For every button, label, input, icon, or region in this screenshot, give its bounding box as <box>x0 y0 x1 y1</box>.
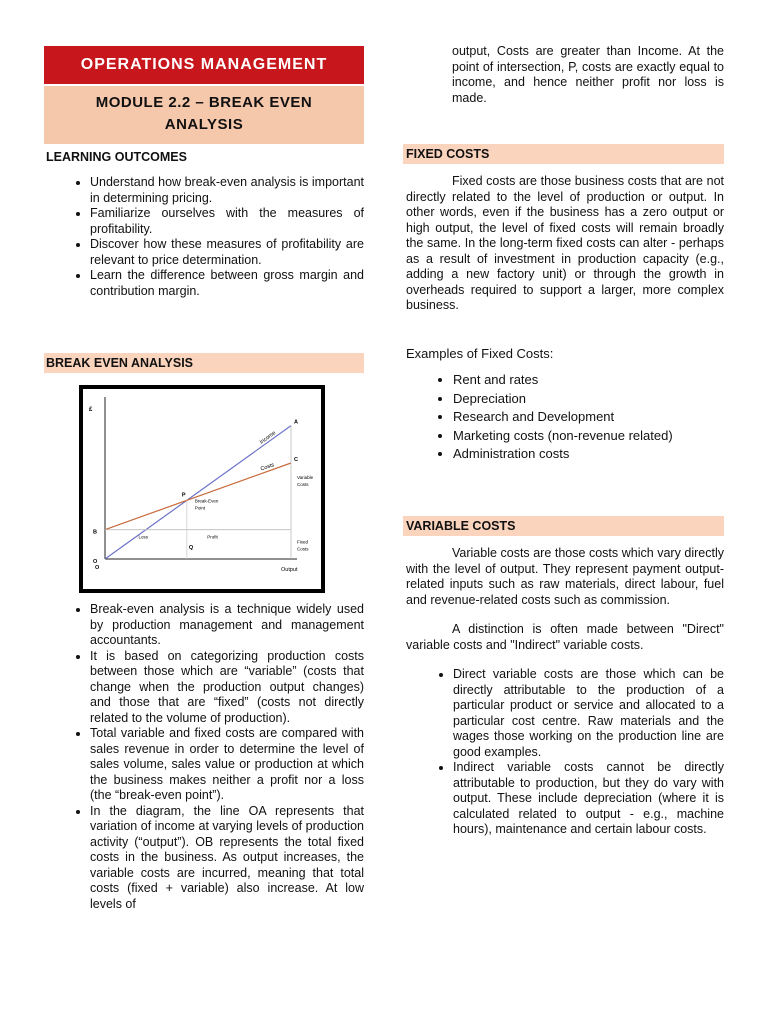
chart-svg <box>83 389 321 581</box>
series-name-label: Income <box>258 430 278 446</box>
fixed-costs-examples-list <box>403 371 724 464</box>
annotation-fixed-costs: Costs <box>297 546 309 552</box>
fixed-costs-heading: FIXED COSTS <box>403 144 724 164</box>
fixed-costs-section <box>403 144 724 464</box>
list-item: • Break-even analysis is a technique widely used by production management and management accountants. <box>90 602 364 649</box>
annotation-variable: Variable <box>297 475 314 480</box>
annotation-fixed: Fixed <box>297 539 309 545</box>
annotation-break-even: Break-Even <box>194 498 219 504</box>
point-label-p: P <box>181 492 186 499</box>
module-title-line2: ANALYSIS <box>164 116 244 133</box>
series-end-label: C <box>294 457 298 463</box>
list-item: • Direct variable costs are those which can be directly attributable to the production of a particular product or service and allocated to a particular cost centre. Raw materials and the wages those working on the production line are good examples. <box>453 667 724 760</box>
right-column <box>406 44 724 106</box>
document-title: OPERATIONS MANAGEMENT <box>44 46 364 84</box>
learning-outcomes-heading: LEARNING OUTCOMES <box>46 150 187 164</box>
fixed-costs-paragraph: Fixed costs are those business costs that are not directly related to the level of production or output. In other words, even if the business has a zero output or high output, the level of fixed costs will remain broadly the same. In the long-term fixed costs can alter - perhaps as a result of investment in production capacity (e.g., adding a new factory unit) or through the growth in overheads required to support a larger, more complex business. <box>406 174 724 312</box>
variable-costs-section <box>403 516 724 838</box>
break-even-chart <box>79 385 325 593</box>
annotation-point: Point <box>194 505 206 511</box>
origin-label: O <box>95 565 100 571</box>
list-item: • Research and Development <box>453 408 724 427</box>
variable-costs-distinction: A distinction is often made between "Direct" variable costs and "Indirect" variable costs. <box>406 622 724 652</box>
series-line-income <box>105 426 291 559</box>
list-item: • Discover how these measures of profitability are relevant to price determination. <box>90 237 364 268</box>
break-even-bullets <box>44 602 364 912</box>
series-end-label: A <box>294 419 298 426</box>
series-line-costs <box>105 463 291 530</box>
fixed-costs-examples-label: Examples of Fixed Costs: <box>406 345 554 361</box>
left-column <box>44 46 364 299</box>
module-title-line1: MODULE 2.2 – BREAK EVEN <box>95 94 313 111</box>
list-item: • Depreciation <box>453 390 724 409</box>
list-item: • Learn the difference between gross margin and contribution margin. <box>90 268 364 299</box>
break-even-section <box>44 353 364 373</box>
list-item: • Marketing costs (non-revenue related) <box>453 427 724 446</box>
series-name-label: Costs <box>259 462 276 473</box>
variable-costs-paragraph: Variable costs are those costs which vary directly with the level of output. They represent payment output-related inputs such as raw materials, direct labour, fuel and revenue-related costs such as commission. <box>406 546 724 607</box>
series-start-label: B <box>93 529 97 536</box>
annotation-loss: Loss <box>138 534 148 540</box>
list-item: • Understand how break-even analysis is important in determining pricing. <box>90 175 364 206</box>
x-axis-label: Output <box>281 567 298 573</box>
point-label-q: Q <box>188 545 194 551</box>
module-title <box>44 86 364 144</box>
list-item: • Total variable and fixed costs are compared with sales revenue in order to determine the level of sales volume, sales value or production at which the business makes neither a profit nor a loss (the “break-even point”). <box>90 726 364 804</box>
list-item: • Indirect variable costs cannot be directly attributable to production, but they do vary with output. These include depreciation (where it is calculated related to output - e.g., machine hours), maintenance and certain labour costs. <box>453 760 724 838</box>
annotation-variable-costs: Costs <box>297 482 309 487</box>
variable-costs-list <box>403 667 724 838</box>
list-item: • In the diagram, the line OA represents that variation of income at varying levels of production activity (“output”). OB represents the total fixed costs in the business. As output increases, the variable costs are incurred, meaning that total costs (fixed + variable) also increase. At low levels of <box>90 804 364 913</box>
continuation-paragraph: output, Costs are greater than Income. At the point of intersection, P, costs are exactly equal to income, and hence neither profit nor loss is made. <box>452 44 724 105</box>
break-even-heading: BREAK EVEN ANALYSIS <box>44 353 364 373</box>
list-item: • Rent and rates <box>453 371 724 390</box>
learning-outcomes-list <box>44 175 364 299</box>
list-item: • Familiarize ourselves with the measures of profitability. <box>90 206 364 237</box>
y-axis-label: £ <box>89 407 93 413</box>
variable-costs-heading: VARIABLE COSTS <box>403 516 724 536</box>
list-item: • Administration costs <box>453 445 724 464</box>
series-start-label: O <box>93 559 98 565</box>
list-item: • It is based on categorizing production costs between those which are “variable” (costs that change when the production output changes) and those that are “fixed” (costs not directly related to the volume of production). <box>90 649 364 727</box>
annotation-profit: Profit <box>207 534 218 540</box>
